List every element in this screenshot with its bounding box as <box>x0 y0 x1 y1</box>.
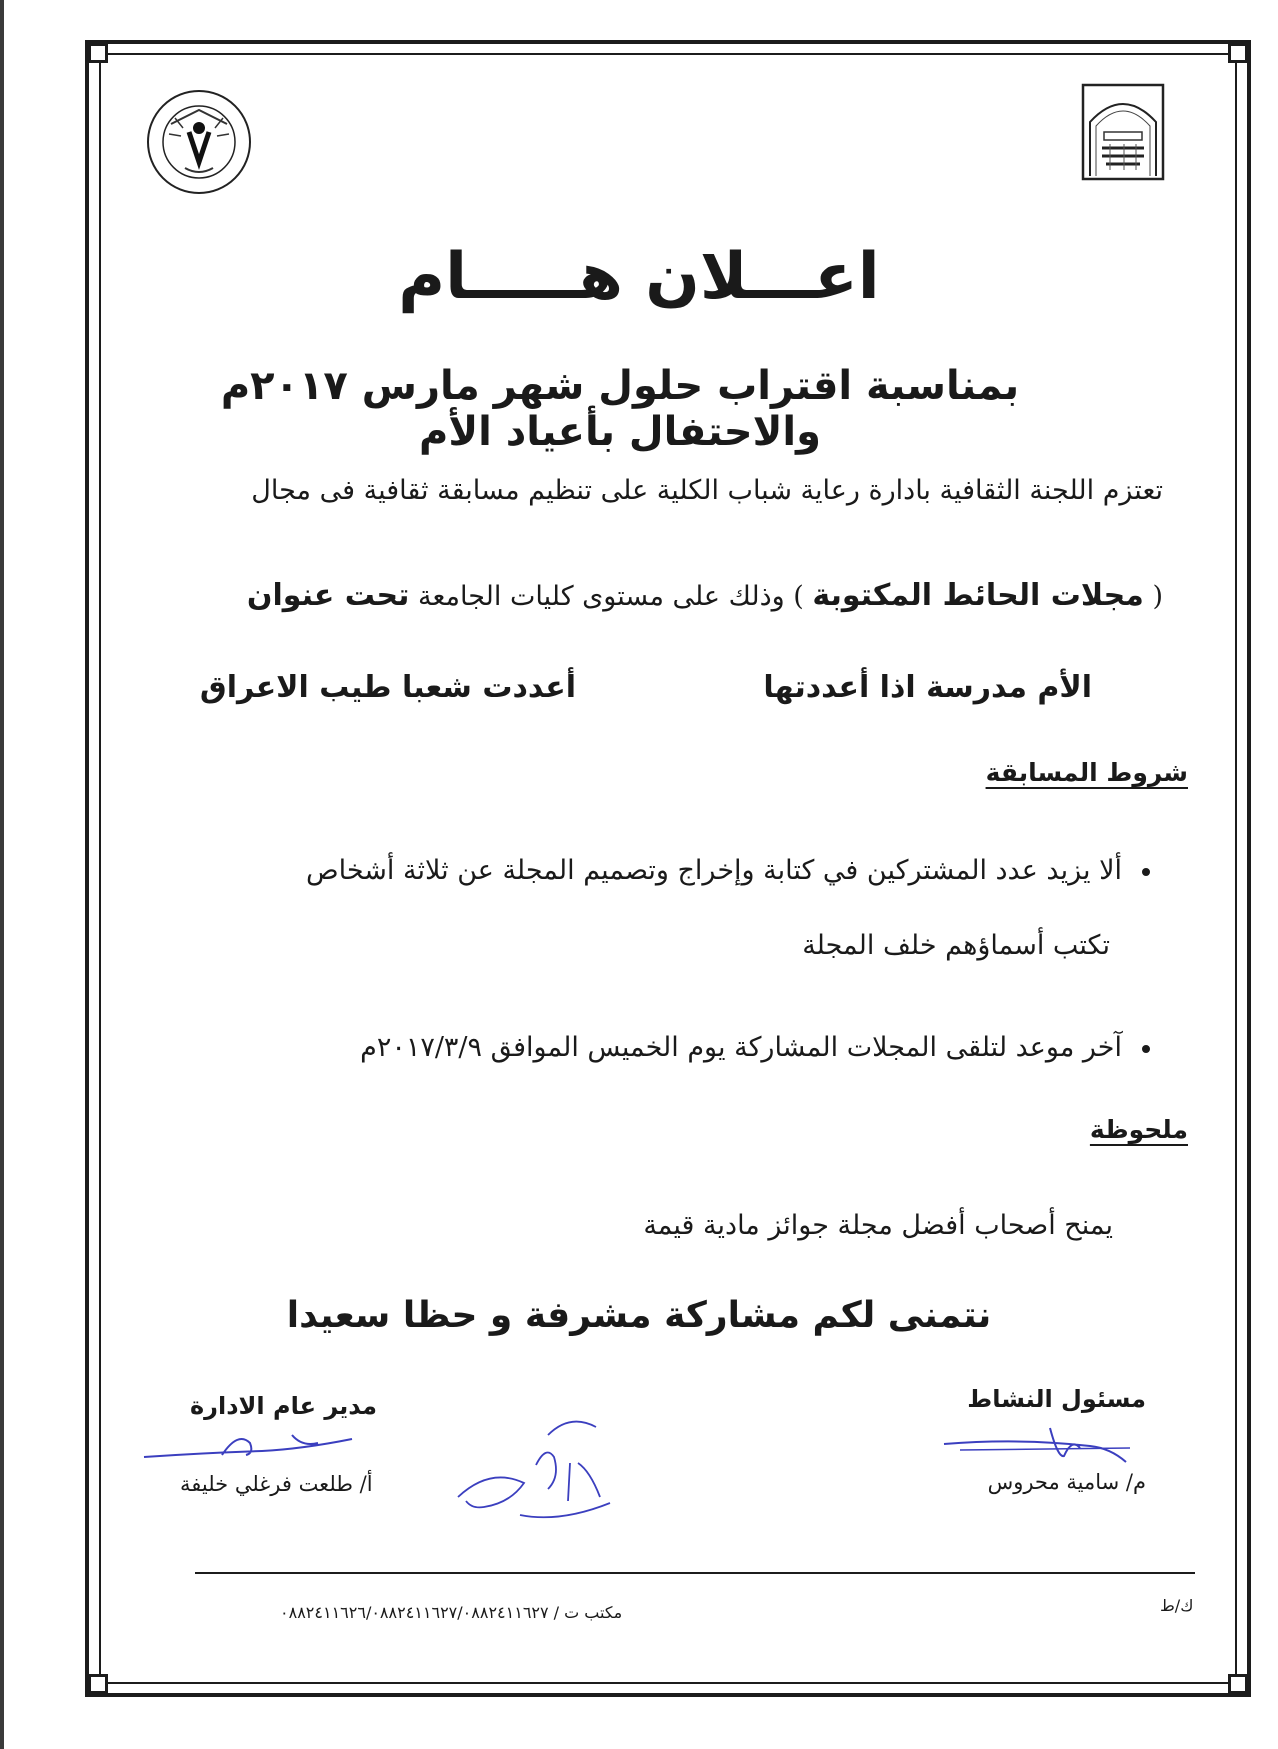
veterinary-faculty-seal-icon <box>145 88 253 196</box>
footer-divider <box>195 1572 1195 1574</box>
note-heading: ملحوظة <box>1089 1115 1188 1144</box>
general-manager-name: أ/ طلعت فرغلي خليفة <box>180 1472 373 1496</box>
condition-1-text: ألا يزيد عدد المشتركين في كتابة وإخراج وتصميم المجلة عن ثلاثة أشخاص <box>306 855 1122 886</box>
general-manager-signature-icon <box>142 1425 362 1465</box>
office-phone: مكتب ت / ٠٨٨٢٤١١٦٢٦/٠٨٨٢٤١١٦٢٧/٠٨٨٢٤١١٦٢٧ <box>280 1603 623 1622</box>
border-corner <box>1228 1674 1248 1694</box>
note-text: يمنح أصحاب أفضل مجلة جوائز مادية قيمة <box>643 1210 1113 1241</box>
theme-part-1: الأم مدرسة اذا أعددتها <box>763 670 1092 705</box>
bullet-icon <box>1142 868 1150 876</box>
condition-item-2 <box>360 1032 1150 1063</box>
activity-officer-name: م/ سامية محروس <box>987 1470 1146 1494</box>
condition-1-continuation: تكتب أسماؤهم خلف المجلة <box>802 930 1110 961</box>
closing-wish: نتمنى لكم مشاركة مشرفة و حظا سعيدا <box>286 1295 992 1336</box>
field-name: مجلات الحائط المكتوبة <box>812 578 1144 613</box>
footer-code: ك/ط <box>1160 1596 1194 1615</box>
under-title-label: تحت عنوان <box>246 578 410 613</box>
border-corner <box>88 43 108 63</box>
assiut-university-logo-icon <box>1080 82 1166 182</box>
activity-officer-signature-icon <box>940 1418 1140 1468</box>
intro-text: تعتزم اللجنة الثقافية بادارة رعاية شباب الكلية على تنظيم مسابقة ثقافية فى مجال <box>251 475 1163 506</box>
competition-field <box>247 578 1163 613</box>
general-manager-title: مدير عام الادارة <box>190 1392 377 1420</box>
conditions-heading: شروط المسابقة <box>985 758 1188 787</box>
border-corner <box>88 1674 108 1694</box>
center-signature-icon <box>450 1405 620 1535</box>
theme-part-2: أعددت شعبا طيب الاعراق <box>199 670 576 705</box>
condition-2-text: آخر موعد لتلقى المجلات المشاركة يوم الخميس الموافق ٢٠١٧/٣/٩م <box>360 1032 1122 1063</box>
activity-officer-title: مسئول النشاط <box>967 1385 1146 1413</box>
announcement-title: اعـــلان هـــــام <box>398 240 880 314</box>
announcement-subtitle: بمناسبة اقتراب حلول شهر مارس ٢٠١٧م والاحتفال بأعياد الأم <box>220 363 1020 455</box>
bullet-icon <box>1142 1045 1150 1053</box>
condition-item-1 <box>306 855 1150 886</box>
field-open-paren: ( <box>1152 581 1163 612</box>
border-corner <box>1228 43 1248 63</box>
field-level: وذلك على مستوى كليات الجامعة <box>418 581 785 612</box>
field-close-paren: ) <box>793 581 804 612</box>
